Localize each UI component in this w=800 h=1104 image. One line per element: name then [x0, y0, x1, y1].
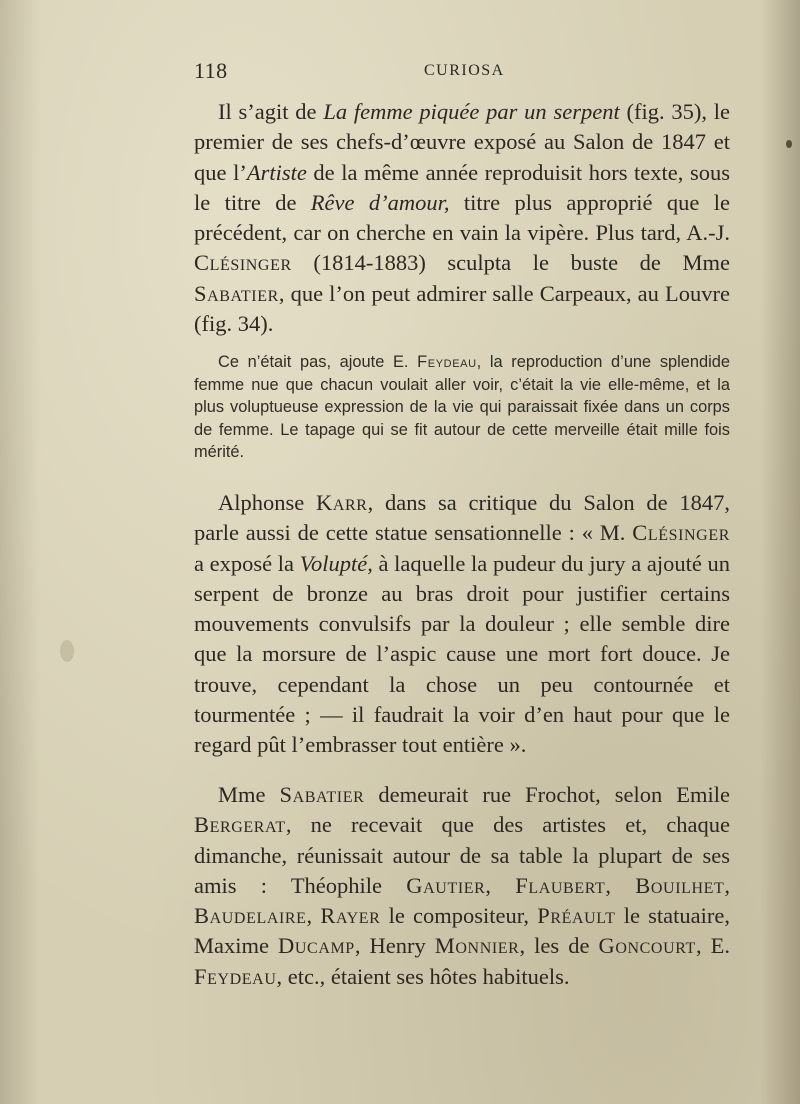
person-name: Feydeau — [417, 353, 477, 371]
person-name: Karr — [316, 490, 368, 515]
person-name: Préault — [537, 903, 616, 929]
person-name: Flaubert — [515, 872, 606, 898]
person-name: Rayer — [320, 903, 381, 929]
paper-stain — [786, 140, 792, 148]
text-run: , etc., étaient ses hôtes habituels. — [276, 963, 570, 989]
text-run: , — [306, 903, 321, 929]
text-run: , ne recevait que des artistes et, chaque dimanche, réunissait autour de sa table la plupart de ses amis : Théophile — [194, 812, 730, 898]
person-name: Feydeau — [194, 963, 277, 989]
person-name: Clésinger — [194, 250, 292, 276]
paragraph-1 — [194, 97, 730, 339]
text-run: Ce n’était pas, ajoute E. — [218, 353, 418, 371]
text-run: a exposé la — [194, 550, 300, 576]
text-run: Alphonse — [218, 490, 317, 515]
text-run: , dans sa critique du Salon de 1847, parle aussi de cette statue sensationnelle : « M. — [194, 490, 730, 546]
paper-stain — [60, 640, 74, 662]
text-run: titre plus approprié que le précédent, car on cherche en vain la vipère. Plus tard, A.-J. — [194, 189, 730, 246]
block-quote — [194, 351, 730, 464]
person-name: Sabatier — [194, 280, 279, 306]
paragraph-2 — [194, 488, 730, 761]
italic-title: La femme piquée par un serpent — [323, 99, 620, 124]
person-name: Goncourt — [598, 933, 696, 959]
text-run: de la même année reproduisit hors texte, sous le titre de — [194, 159, 730, 215]
italic-title: Artiste — [246, 159, 307, 185]
text-run: , les de — [519, 933, 599, 959]
text-run: Mme — [218, 782, 280, 807]
text-run: le compositeur, — [380, 903, 538, 929]
text-run: (fig. 35), le premier de ses chefs-d’œuvre exposé au Salon de 1847 et que l’ — [194, 99, 731, 185]
text-run: , que l’on peut admirer salle Carpeaux, au Louvre (fig. 34). — [194, 280, 730, 337]
person-name: Bouilhet — [635, 872, 725, 898]
person-name: Baudelaire — [194, 903, 307, 929]
running-title: CURIOSA — [424, 62, 505, 79]
person-name: Clésinger — [632, 520, 730, 546]
paragraph-3 — [194, 780, 730, 992]
text-run: (1814-1883) sculpta le buste de Mme — [291, 250, 730, 276]
person-name: Sabatier — [279, 782, 365, 807]
page-number: 118 — [194, 58, 228, 83]
text-run: , — [724, 872, 731, 898]
text-run: à laquelle la pudeur du jury a ajouté un serpent de bronze au bras droit pour justifier certains mouvements convulsifs par la douleur ; elle semble dire que la morsure de l’aspic cause une mort fort douce. Je trouve, cependant la chose un peu contournée et tourmentée ; — il faudrait la voir d’en haut pour que le regard pût l’embrasser tout entière ». — [194, 550, 730, 758]
text-run: le statuaire, Maxime — [194, 903, 731, 959]
person-name: Gautier — [406, 872, 486, 898]
person-name: Bergerat — [194, 812, 286, 838]
text-run: , — [485, 872, 516, 898]
text-run: , — [605, 872, 636, 898]
person-name: Ducamp — [278, 933, 355, 959]
running-head — [194, 58, 730, 88]
italic-title: Rêve d’amour, — [310, 189, 450, 215]
text-run: , Henry — [354, 933, 435, 959]
person-name: Monnier — [434, 933, 520, 959]
text-run: Il s’agit de — [218, 99, 324, 124]
italic-title: Volupté, — [299, 550, 373, 576]
text-run: , E. — [695, 933, 730, 959]
text-run: , la reproduction d’une splendide femme nue que chacun voulait aller voir, c’était la vie elle-même, et la plus voluptueuse expression de la vie qui paraissait fixée dans un corps de femme. Le tapage qui se fit autour de cette merveille était mille fois mérité. — [194, 353, 731, 462]
text-run: demeurait rue Frochot, selon Emile — [364, 782, 730, 807]
